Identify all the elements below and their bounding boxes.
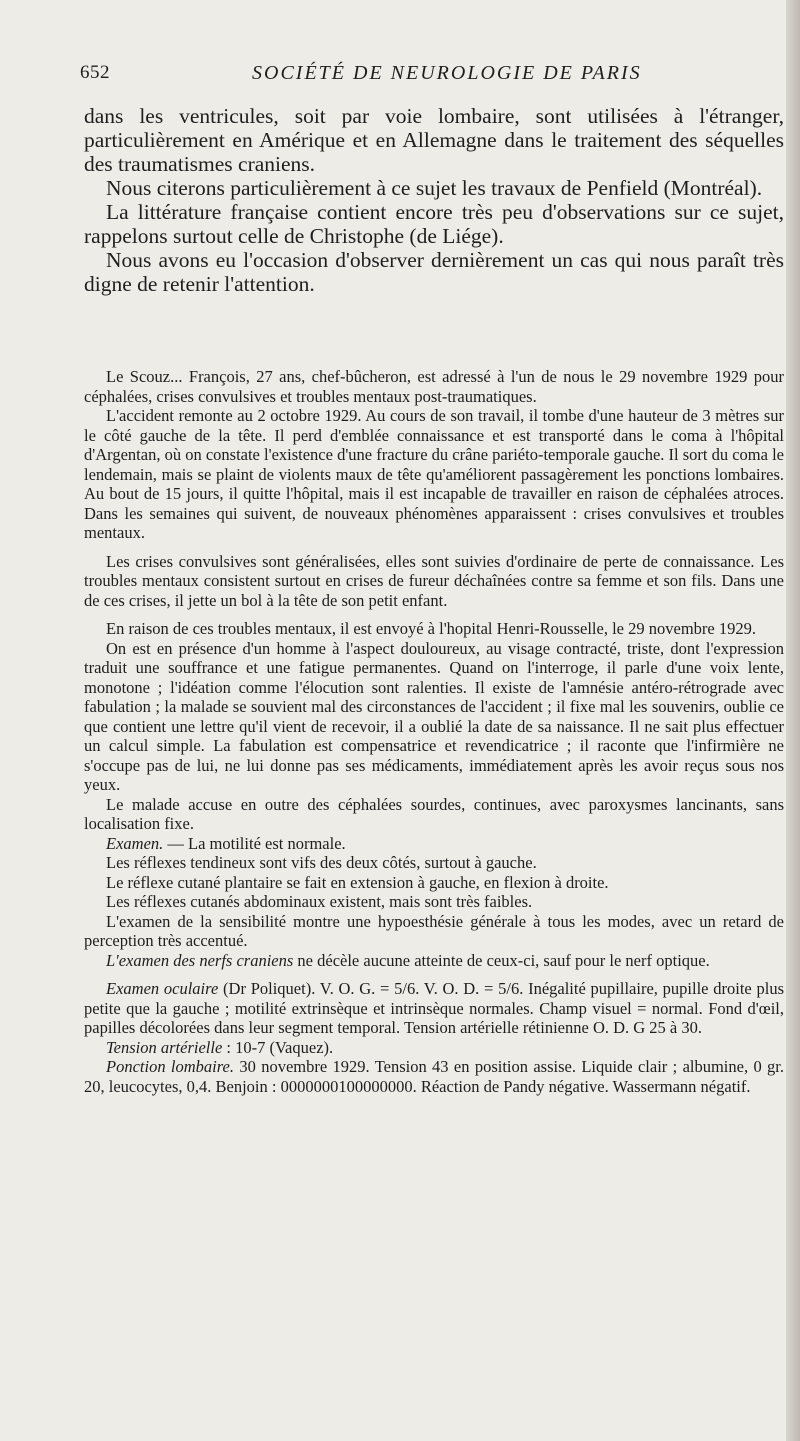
blood-pressure-text: : 10-7 (Vaquez). (222, 1037, 334, 1057)
ocular-exam-paragraph (84, 979, 784, 1038)
cranial-nerves-label: L'examen des nerfs craniens (106, 950, 294, 970)
intro-paragraph: Nous avons eu l'occasion d'observer dernièrement un cas qui nous paraît très digne de retenir l'attention. (84, 248, 784, 296)
lumbar-puncture-paragraph (84, 1057, 784, 1096)
exam-label: Examen. (106, 833, 164, 853)
reflexes-paragraph: Les réflexes cutanés abdominaux existent, mais sont très faibles. (106, 892, 533, 911)
intro-paragraph: dans les ventricules, soit par voie lombaire, sont utilisées à l'étranger, particulièrement en Amérique et en Allemagne dans le traitement des séquelles des traumatismes craniens. (84, 104, 784, 176)
case-paragraph: En raison de ces troubles mentaux, il est envoyé à l'hopital Henri-Rousselle, le 29 novembre 1929. (106, 619, 756, 638)
intro-paragraph: Nous citerons particulièrement à ce sujet les travaux de Penfield (Montréal). (106, 176, 763, 200)
ocular-exam-label: Examen oculaire (106, 979, 219, 998)
lumbar-puncture-text: 30 novembre 1929. Tension 43 en position assise. Liquide clair ; albumine, 0 gr. 20, leucocytes, 0,4. Benjoin : 0000000100000000. Réaction de Pandy négative. Wassermann négatif. (84, 1057, 784, 1096)
cranial-nerves-paragraph (84, 951, 784, 971)
reflexes-paragraph: Le réflexe cutané plantaire se fait en extension à gauche, en flexion à droite. (106, 872, 609, 892)
case-paragraph: Le Scouz... François, 27 ans, chef-bûcheron, est adressé à l'un de nous le 29 novembre 1929 pour céphalées, crises convulsives et troubles mentaux post-traumatiques. (84, 367, 784, 406)
exam-text: — La motilité est normale. (163, 833, 346, 853)
case-paragraph: On est en présence d'un homme à l'aspect douloureux, au visage contracté, triste, dont l'expression traduit une souffrance et une fatigue permanentes. Quand on l'interroge, il parle d'une voix lente, monotone ; l'idéation comme l'élocution sont ralenties. Il existe de l'amnésie antéro-rétrograde avec fabulation ; la malade se souvient mal des circonstances de l'accident ; il fixe mal les souvenirs, oublie ce que contient une lettre qu'il vient de recevoir, il a oublié la date de sa naissance. Il ne sait plus effectuer un calcul simple. La fabulation est compensatrice et revendicatrice ; il raconte que l'infirmière ne s'occupe pas de lui, ne lui donne pas ses médicaments, immédiatement après les avoir reçus sous nos yeux. (84, 638, 784, 794)
cranial-nerves-text: ne décèle aucune atteinte de ceux-ci, sauf pour le nerf optique. (293, 950, 710, 970)
blood-pressure-label: Tension artérielle (106, 1037, 223, 1057)
page-header (80, 60, 780, 90)
case-report (84, 367, 784, 1096)
case-paragraph: Les crises convulsives sont généralisées, elles sont suivies d'ordinaire de perte de connaissance. Les troubles mentaux consistent surtout en crises de fureur déchaînées contre sa femme et son fils. Dans une de ces crises, il jette un bol à la tête de son petit enfant. (84, 551, 784, 610)
lumbar-puncture-label: Ponction lombaire. (106, 1057, 235, 1076)
blood-pressure-paragraph (84, 1038, 784, 1058)
intro-section (84, 104, 784, 296)
page-edge-shadow (786, 0, 800, 1441)
ocular-exam-text: (Dr Poliquet). V. O. G. = 5/6. V. O. D. = 5/6. Inégalité pupillaire, pupille droite plus petite que la gauche ; motilité extrinsèque et intrinsèque normales. Champ visuel = normal. Fond d'œil, papilles décolorées dans leur segment temporal. Tension artérielle rétinienne O. D. G 25 à 30. (84, 979, 784, 1037)
sensibility-paragraph: L'examen de la sensibilité montre une hypoesthésie générale à tous les modes, avec un retard de perception très accentué. (84, 911, 784, 950)
running-title: SOCIÉTÉ DE NEUROLOGIE DE PARIS (252, 62, 642, 84)
page-number: 652 (80, 62, 110, 83)
case-paragraph: L'accident remonte au 2 octobre 1929. Au cours de son travail, il tombe d'une hauteur de 3 mètres sur le côté gauche de la tête. Il perd d'emblée connaissance et est transporté dans le coma à l'hôpital d'Argentan, où on constate l'existence d'une fracture du crâne pariéto-temporale gauche. Il sort du coma le lendemain, mais se plaint de violents maux de tête qu'améliorent passagèrement les ponctions lombaires. Au bout de 15 jours, il quitte l'hôpital, mais il est incapable de travailler en raison de céphalées atroces. Dans les semaines qui suivent, de nouveaux phénomènes apparaissent : crises convulsives et troubles mentaux. (84, 406, 784, 542)
reflexes-paragraph: Les réflexes tendineux sont vifs des deux côtés, surtout à gauche. (106, 853, 537, 872)
exam-paragraph (84, 834, 784, 854)
intro-paragraph: La littérature française contient encore très peu d'observations sur ce sujet, rappelons surtout celle de Christophe (de Liége). (84, 200, 784, 248)
case-paragraph: Le malade accuse en outre des céphalées sourdes, continues, avec paroxysmes lancinants, sans localisation fixe. (84, 794, 784, 833)
